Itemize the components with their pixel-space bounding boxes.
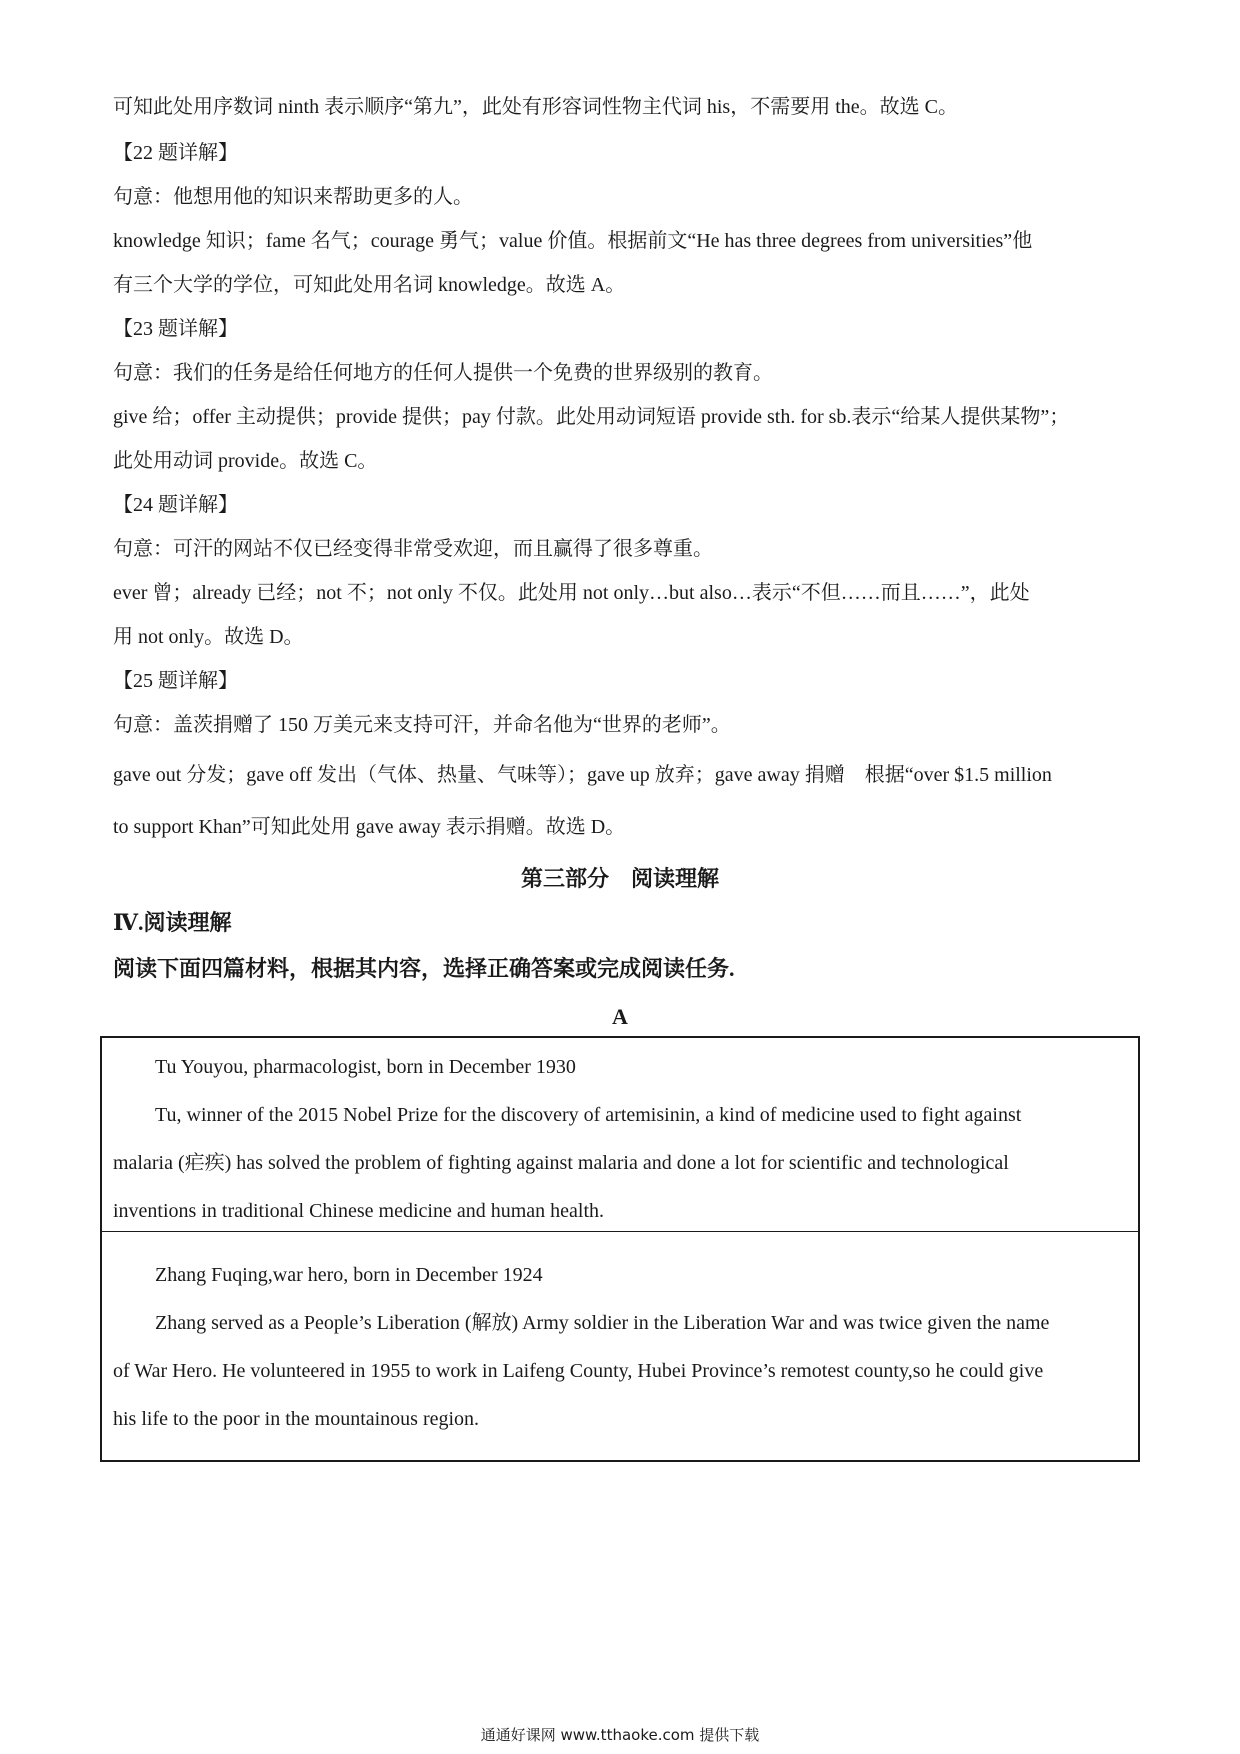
entry-title-zhang-fuqing: Zhang Fuqing,war hero, born in December 1924 [155,1264,543,1286]
entry-text: Zhang served as a People’s Liberation (解放) Army soldier in the Liberation War and was twice given the name [155,1312,1050,1334]
section-title: 第三部分 阅读理解 [520,866,719,891]
question-heading-25: 【25 题详解】 [113,670,238,692]
passage-box [100,1036,1140,1462]
answer-text: 此处用动词 provide。故选 C。 [113,450,378,472]
entry-text: Tu, winner of the 2015 Nobel Prize for the discovery of artemisinin, a kind of medicine used to fight against [155,1104,1022,1126]
part-heading: Ⅳ.阅读理解 [113,910,232,935]
answer-text: knowledge 知识；fame 名气；courage 勇气；value 价值。根据前文“He has three degrees from universities”他 [113,230,1033,252]
answer-text: 用 not only。故选 D。 [113,626,304,648]
question-heading-22: 【22 题详解】 [113,142,238,164]
answer-text: 句意：盖茨捐赠了 150 万美元来支持可汗，并命名他为“世界的老师”。 [113,714,731,736]
answer-text: to support Khan”可知此处用 gave away 表示捐赠。故选 D。 [113,816,626,838]
entry-text: malaria (疟疾) has solved the problem of fighting against malaria and done a lot for scientific and technological [113,1152,1009,1174]
passage-divider [100,1231,1140,1232]
answer-text: ever 曾；already 已经；not 不；not only 不仅。此处用 not only…but also…表示“不但……而且……”，此处 [113,582,1030,604]
entry-text: his life to the poor in the mountainous region. [113,1408,480,1430]
answer-text: 可知此处用序数词 ninth 表示顺序“第九”，此处有形容词性物主代词 his，不需要用 the。故选 C。 [113,96,958,118]
entry-text: of War Hero. He volunteered in 1955 to work in Laifeng County, Hubei Province’s remotest county,so he could give [113,1360,1044,1382]
entry-title-tu-youyou: Tu Youyou, pharmacologist, born in December 1930 [155,1056,576,1078]
answer-text: give 给；offer 主动提供；provide 提供；pay 付款。此处用动词短语 provide sth. for sb.表示“给某人提供某物”； [113,406,1070,428]
entry-text: inventions in traditional Chinese medicine and human health. [113,1200,604,1222]
answer-text: gave out 分发；gave off 发出（气体、热量、气味等）；gave up 放弃；gave away 捐赠 根据“over $1.5 million [113,764,1052,786]
instruction: 阅读下面四篇材料，根据其内容，选择正确答案或完成阅读任务. [113,956,735,981]
answer-text: 句意：他想用他的知识来帮助更多的人。 [113,186,473,208]
footer-watermark: 通通好课网 www.tthaoke.com 提供下载 [480,1726,760,1744]
answer-text: 句意：可汗的网站不仅已经变得非常受欢迎，而且赢得了很多尊重。 [113,538,713,560]
answer-text: 句意：我们的任务是给任何地方的任何人提供一个免费的世界级别的教育。 [113,362,773,384]
question-heading-24: 【24 题详解】 [113,494,238,516]
passage-label: A [612,1004,628,1029]
answer-text: 有三个大学的学位，可知此处用名词 knowledge。故选 A。 [113,274,626,296]
question-heading-23: 【23 题详解】 [113,318,238,340]
